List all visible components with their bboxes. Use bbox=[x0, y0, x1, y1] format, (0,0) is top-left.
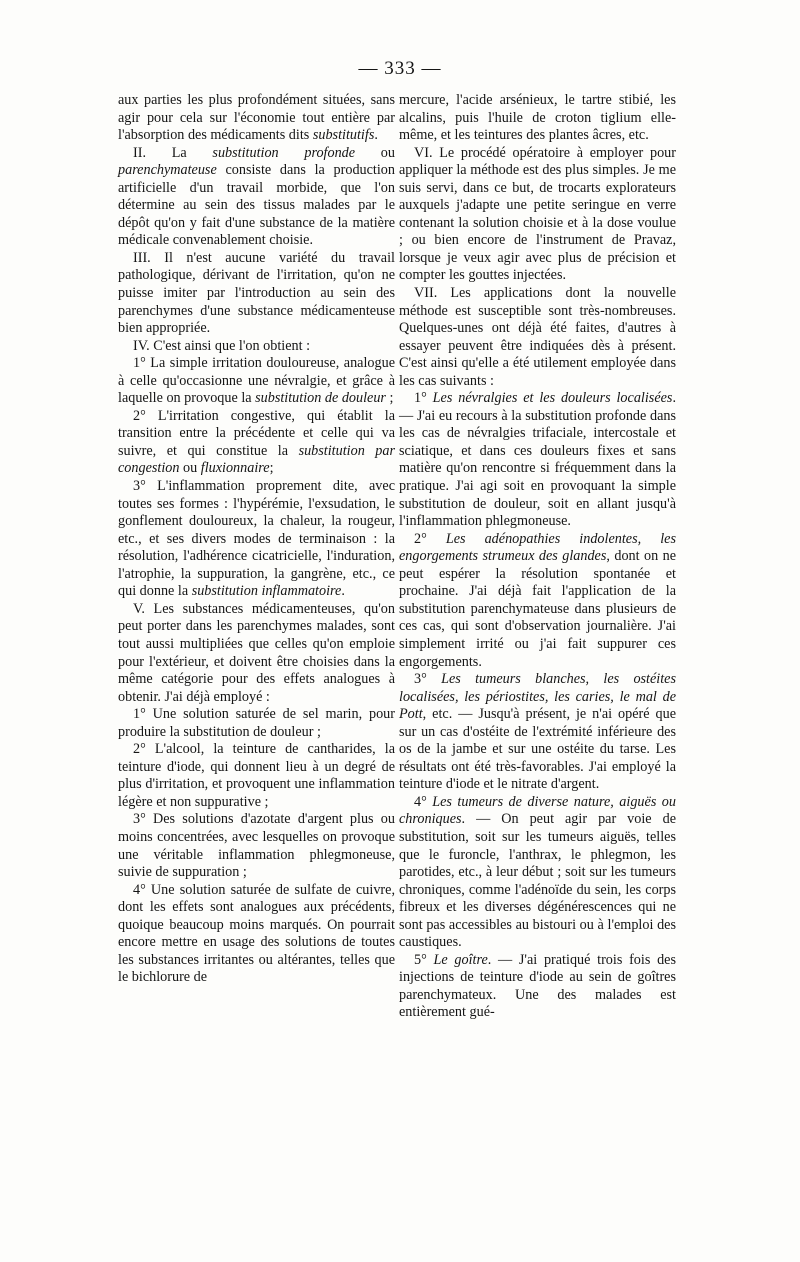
paragraph bbox=[118, 601, 395, 706]
text-run: . bbox=[374, 127, 378, 144]
text-run: . — J'ai eu recours à la substitution profonde dans les cas de névralgies trifaciale, intercostale et sciatique, et dans ces douleurs fixes et sans matière qu'on rencontre si fréquemment dans la pratique. J'ai agi soit en provoquant la simple substitution de douleur, soit en allant jusqu'à l'inflammation phlegmoneuse. bbox=[399, 390, 676, 530]
paragraph bbox=[118, 250, 395, 338]
text-run: ; bbox=[385, 390, 394, 407]
paragraph bbox=[399, 952, 676, 1022]
paragraph bbox=[118, 338, 395, 356]
paragraph bbox=[118, 408, 395, 478]
text-run: 1° Une solution saturée de sel marin, pour produire la substitution de douleur ; bbox=[118, 706, 395, 740]
text-run: aux parties les plus profondément situées, sans agir pour cela sur l'économie tout entière par l'absorption des médicaments dits bbox=[118, 92, 395, 144]
italic-text: Le goître bbox=[433, 951, 488, 968]
paragraph bbox=[118, 741, 395, 811]
paragraph bbox=[399, 92, 676, 145]
italic-text: Les tumeurs de diverse nature, aiguës ou chroniques bbox=[399, 793, 676, 828]
italic-text: substitution inflammatoire bbox=[191, 583, 342, 600]
italic-text: parenchymateuse bbox=[118, 162, 217, 179]
text-run: V. Les substances médicamenteuses, qu'on peut porter dans les parenchymes malades, sont tout aussi multipliées que celles qu'on emploie pour l'extérieur, et doivent être choisies dans la même catégorie pour des effets analogues à obtenir. J'ai déjà employé : bbox=[118, 600, 395, 705]
text-run: 2° L'alcool, la teinture de cantharides, la teinture d'iode, qui donnent lieu à un degré de plus d'irritation, et provoquent une inflammation légère et non suppurative ; bbox=[118, 741, 395, 810]
text-run: 2° bbox=[414, 530, 446, 547]
paragraph bbox=[118, 882, 395, 987]
text-run: VII. Les applications dont la nouvelle méthode est susceptible sont très-nombreuses. Quelques-unes ont déjà été faites, d'autres à essayer peuvent être indiquées dès à présent. C'est ainsi qu'elle a été utilement employée dans les cas suivants : bbox=[399, 285, 676, 389]
paragraph bbox=[118, 92, 395, 145]
text-run: 4° Une solution saturée de sulfate de cuivre, dont les effets sont analogues aux précédents, quoique beaucoup moins marqués. On pourrait encore mettre en usage des solutions de toutes les substances irritantes ou altérantes, telles que le bichlorure de bbox=[118, 881, 395, 986]
text-run: . — On peut agir par voie de substitution, soit sur les tumeurs aiguës, telles que le furoncle, l'anthrax, le phlegmon, les parotides, etc., à leur début ; soit sur les tumeurs chroniques, comme l'adénoïde du sein, les corps fibreux et les diverses dégénérescences qui ne sont pas accessibles au bistouri ou à l'emploi des caustiques. bbox=[399, 811, 676, 951]
paragraph bbox=[118, 145, 395, 250]
italic-text: Les adénopathies indolentes, les engorgements strumeux des glandes bbox=[399, 530, 676, 565]
italic-text: substitution de douleur bbox=[255, 390, 386, 407]
text-run: IV. C'est ainsi que l'on obtient : bbox=[133, 337, 311, 354]
text-run: 2° L'irritation congestive, qui établit la transition entre la précédente et celle qui va suivre, et qui constitue la bbox=[118, 407, 395, 459]
paragraph bbox=[118, 478, 395, 601]
text-run: , dont on ne peut espérer la résolution spontanée et prochaine. J'ai déjà fait l'application de la substitution parenchymateuse dans plusieurs de ces cas, qui sont d'observation journalière. J'ai simplement irrité ou j'ai fait suppurer ces engorgements. bbox=[399, 548, 676, 670]
text-run: . — J'ai pratiqué trois fois des injections de teinture d'iode au sein de goîtres parenchymateux. Une des malades est entièrement gué- bbox=[399, 951, 676, 1021]
paragraph bbox=[118, 355, 395, 408]
text-run: ou bbox=[355, 144, 395, 161]
paragraph bbox=[399, 794, 676, 952]
text-run: ou bbox=[179, 460, 201, 477]
left-column bbox=[118, 92, 395, 987]
text-run: III. Il n'est aucune variété du travail pathologique, dérivant de l'irritation, qu'on ne puisse imiter par l'introduction au sein des parenchymes d'une substance médicamenteuse bien appropriée. bbox=[118, 249, 395, 337]
text-run: 5° bbox=[414, 951, 434, 968]
italic-text: Les névralgies et les douleurs localisées bbox=[432, 390, 673, 407]
paragraph bbox=[399, 390, 676, 530]
italic-text: substitution par congestion bbox=[118, 442, 395, 477]
text-run: mercure, l'acide arsénieux, le tartre stibié, les alcalins, puis l'huile de croton tiglium elle-même, et les teintures des plantes âcres, etc. bbox=[399, 92, 676, 144]
text-run: , etc. — Jusqu'à présent, je n'ai opéré que sur un cas d'ostéite de l'extrémité inférieure des os de la jambe et sur une ostéite du tarse. Les résultats ont été très-favorables. J'ai employé la teinture d'iode et le nitrate d'argent. bbox=[399, 706, 676, 793]
paragraph bbox=[399, 145, 676, 285]
italic-text: substitution profonde bbox=[212, 144, 356, 161]
text-run: VI. Le procédé opératoire à employer pour appliquer la méthode est des plus simples. Je me suis servi, dans ce but, de trocarts explorateurs auxquels j'adapte une petite seringue en verre contenant la solution choisie et à la dose voulue ; ou bien encore de l'instrument de Pravaz, lorsque je veux agir avec plus de précision et compter les gouttes injectées. bbox=[399, 144, 676, 284]
text-run: . bbox=[341, 583, 345, 600]
italic-text: substitutifs bbox=[312, 127, 375, 144]
italic-text: Les tumeurs blanches, les ostéites localisées, les périostites, les caries, le mal de Pott bbox=[399, 671, 676, 723]
paragraph bbox=[399, 285, 676, 390]
text-run: consiste dans la production artificielle d'un travail morbide, que l'on détermine au sein des tissus malades par le dépôt qu'on y fait d'une substance de la matière médicale convenablement choisie. bbox=[118, 162, 395, 249]
text-run: 4° bbox=[414, 793, 433, 810]
text-run: 3° L'inflammation proprement dite, avec toutes ses formes : l'hypérémie, l'exsudation, le gonflement douloureux, la chaleur, la rougeur, etc., et ses divers modes de terminaison : la résolution, l'adhérence cicatricielle, l'induration, l'atrophie, la suppuration, la gangrène, etc., ce qui donne la bbox=[118, 478, 395, 600]
right-column bbox=[399, 92, 676, 1022]
text-run: 3° bbox=[414, 671, 442, 688]
paragraph bbox=[118, 706, 395, 741]
text-run: II. La bbox=[133, 144, 213, 161]
italic-text: fluxionnaire bbox=[200, 460, 270, 477]
text-run: 1° bbox=[414, 390, 433, 407]
text-run: 1° La simple irritation douloureuse, analogue à celle qu'occasionne une névralgie, et grâce à laquelle on provoque la bbox=[118, 355, 395, 407]
page-number: — 333 — bbox=[358, 58, 442, 79]
paragraph bbox=[399, 531, 676, 671]
text-run: ; bbox=[269, 460, 274, 477]
paragraph bbox=[118, 811, 395, 881]
paragraph bbox=[399, 671, 676, 794]
text-run: 3° Des solutions d'azotate d'argent plus ou moins concentrées, avec lesquelles on provoque une véritable inflammation phlegmoneuse, suivie de suppuration ; bbox=[118, 811, 395, 881]
